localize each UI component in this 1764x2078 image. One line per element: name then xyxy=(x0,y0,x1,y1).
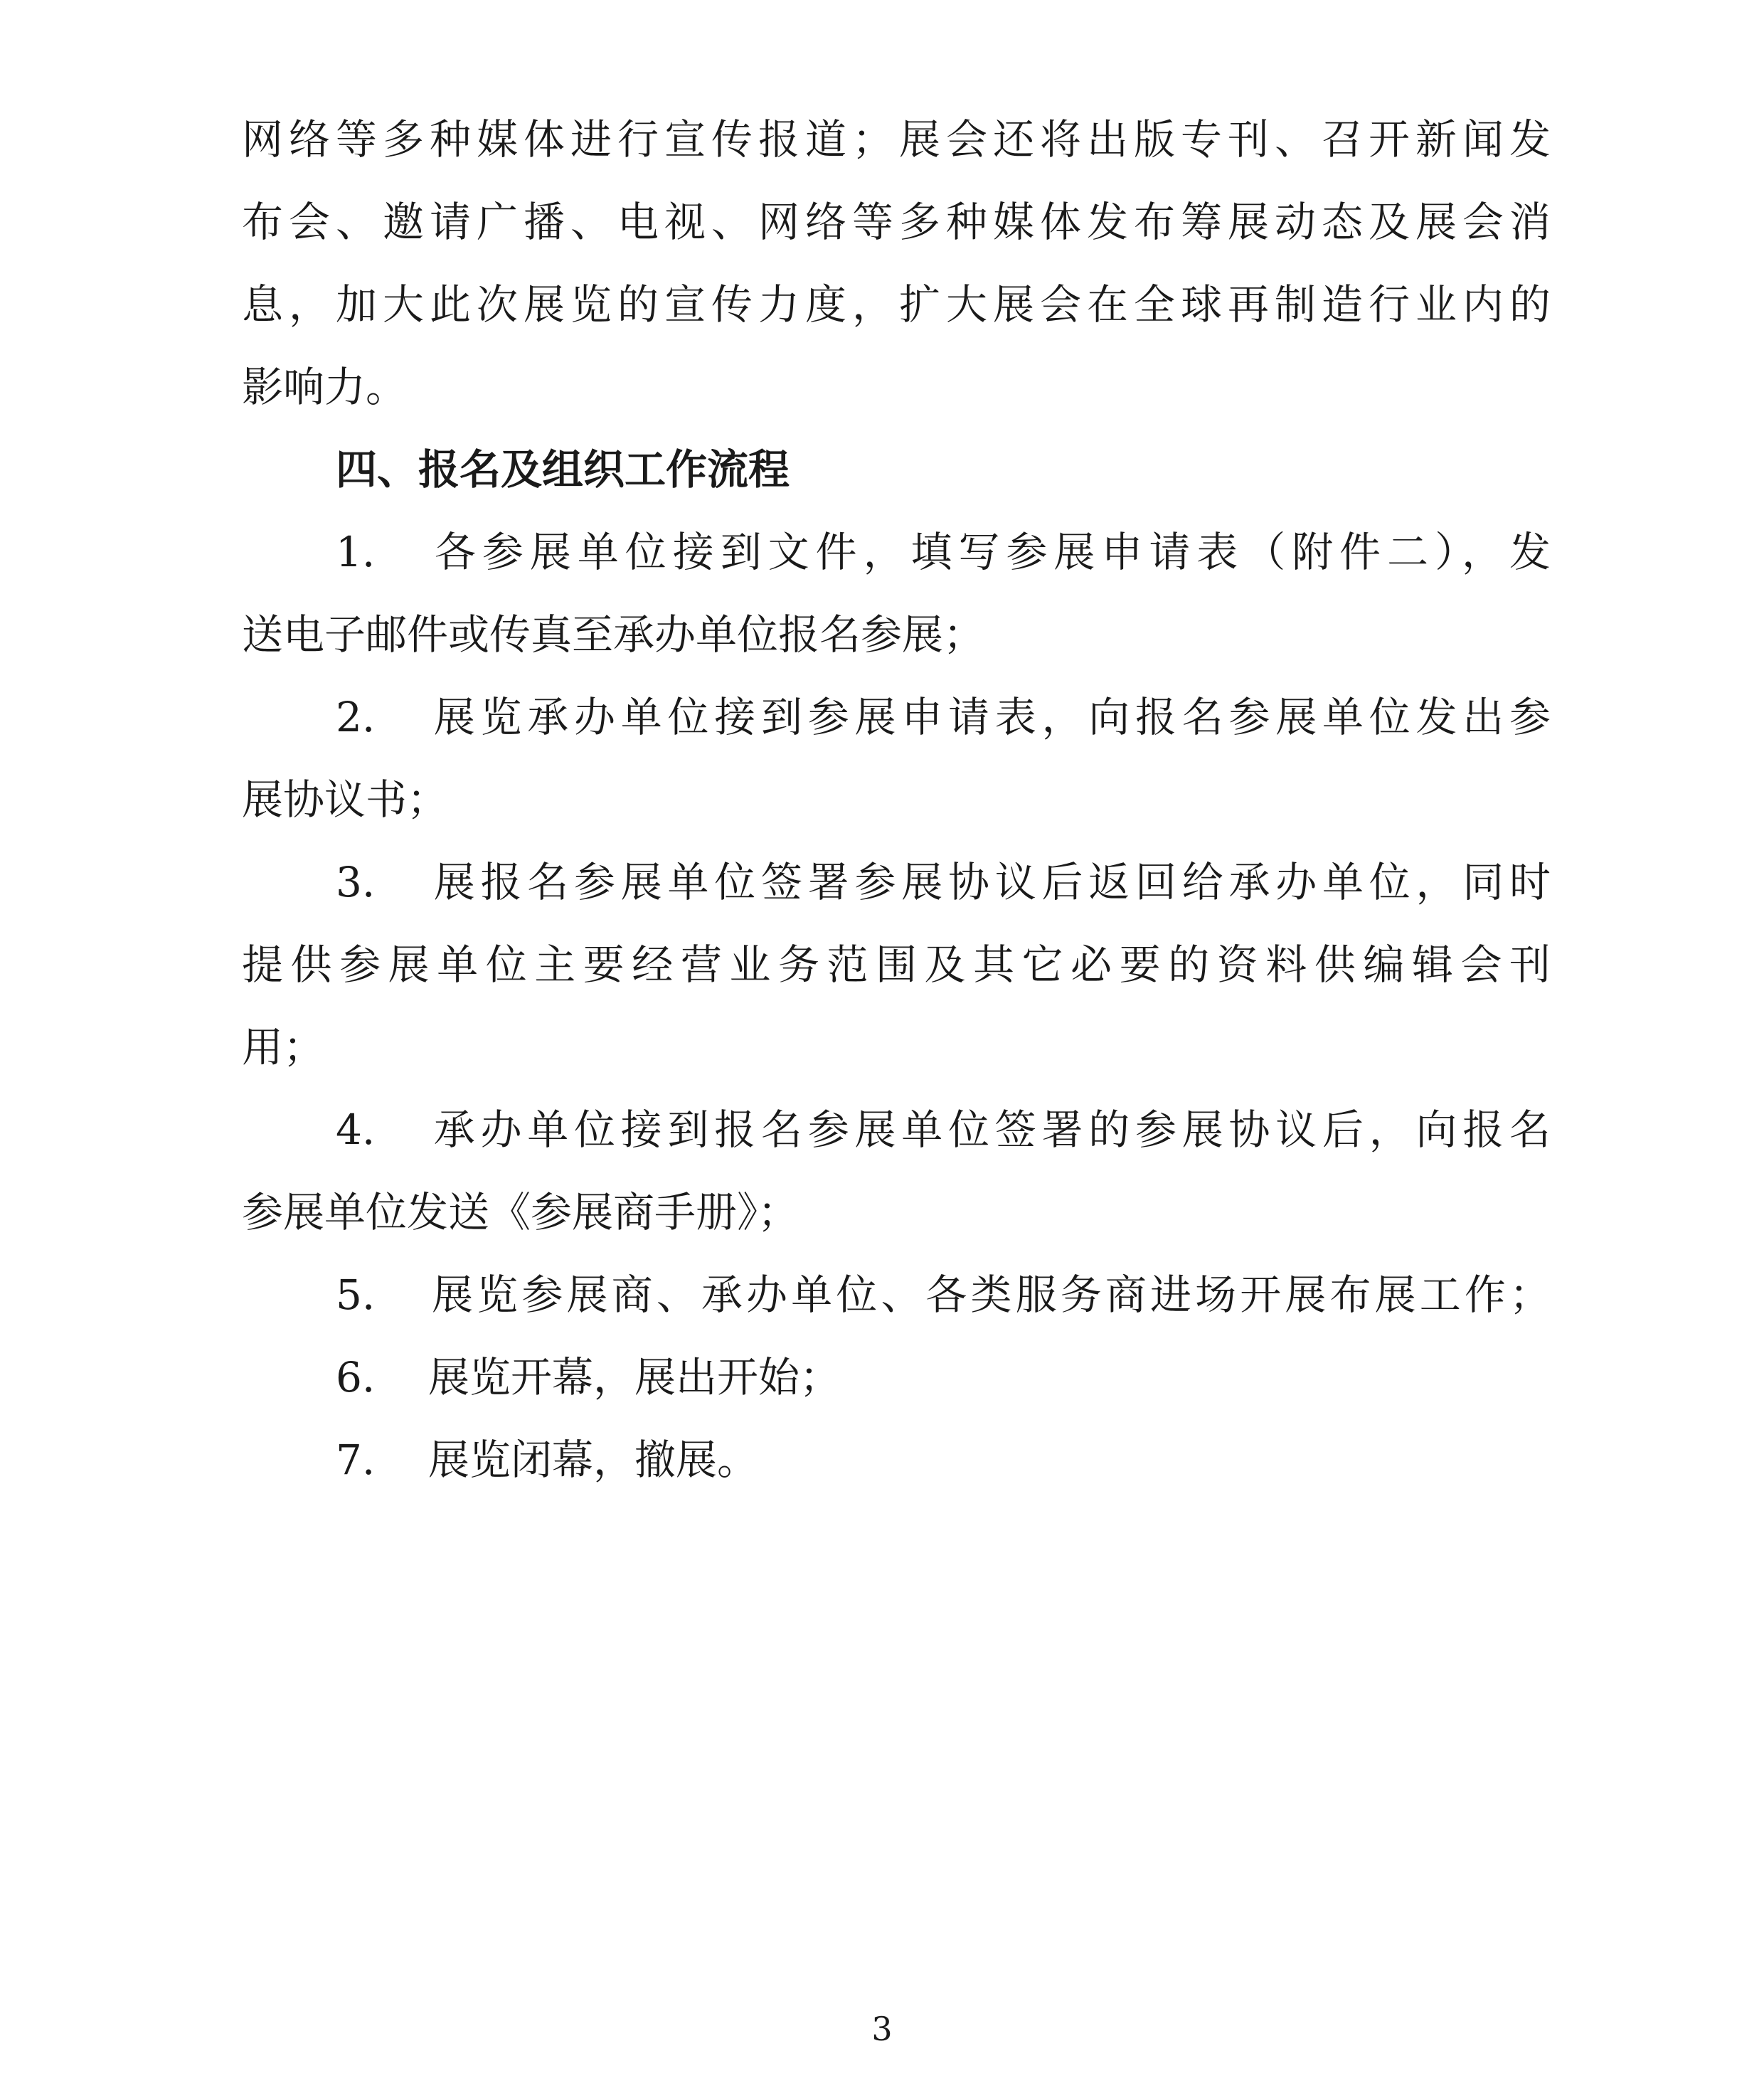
step-first-line xyxy=(242,841,1551,923)
step-continuation-line: 送电子邮件或传真至承办单位报名参展； xyxy=(242,610,985,659)
step-text: 展览开幕，展出开始； xyxy=(428,1353,841,1401)
step-number: 1. xyxy=(336,528,376,576)
step-first-line xyxy=(242,1419,1551,1501)
step-number: 2. xyxy=(336,693,376,741)
step-text: 展览参展商、承办单位、各类服务商进场开展布展工作； xyxy=(428,1271,1551,1319)
step-item xyxy=(242,676,1551,841)
document-page xyxy=(242,98,1551,1501)
step-first-line xyxy=(242,1088,1551,1171)
step-continuation-line: 提供参展单位主要经营业务范围及其它必要的资料供编辑会刊 xyxy=(242,940,1551,989)
text-line: 布会、邀请广播、电视、网络等多种媒体发布筹展动态及展会消 xyxy=(242,198,1551,246)
step-text: 展览承办单位接到参展申请表，向报名参展单位发出参 xyxy=(428,693,1551,741)
step-continuation-line: 参展单位发送《参展商手册》； xyxy=(242,1188,799,1236)
step-text: 承办单位接到报名参展单位签署的参展协议后，向报名 xyxy=(428,1106,1551,1154)
step-number: 7. xyxy=(336,1436,376,1484)
step-item xyxy=(242,1336,1551,1419)
text-line: 影响力。 xyxy=(242,363,408,411)
step-item xyxy=(242,1253,1551,1336)
step-number: 4. xyxy=(336,1106,376,1154)
step-first-line xyxy=(242,511,1551,593)
step-text: 展报名参展单位签署参展协议后返回给承办单位，同时 xyxy=(428,858,1551,906)
step-continuation-line: 展协议书； xyxy=(242,775,449,824)
step-first-line xyxy=(242,1336,1551,1419)
step-item xyxy=(242,511,1551,676)
page-number: 3 xyxy=(871,2010,893,2048)
step-number: 6. xyxy=(336,1353,376,1401)
step-continuation-line: 用； xyxy=(242,1023,325,1071)
step-number: 3. xyxy=(336,858,376,906)
step-first-line xyxy=(242,676,1551,758)
step-text: 各参展单位接到文件，填写参展申请表（附件二），发 xyxy=(428,528,1551,576)
step-item xyxy=(242,1088,1551,1253)
step-text: 展览闭幕，撤展。 xyxy=(428,1436,759,1484)
step-item xyxy=(242,1419,1551,1501)
step-first-line xyxy=(242,1253,1551,1336)
section-heading: 四、报名及组织工作流程 xyxy=(336,445,790,494)
paragraph-continuation xyxy=(242,98,1551,428)
text-line: 息，加大此次展览的宣传力度，扩大展会在全球再制造行业内的 xyxy=(242,280,1551,329)
text-line: 网络等多种媒体进行宣传报道；展会还将出版专刊、召开新闻发 xyxy=(242,115,1551,164)
step-item xyxy=(242,841,1551,1088)
step-number: 5. xyxy=(336,1271,376,1319)
